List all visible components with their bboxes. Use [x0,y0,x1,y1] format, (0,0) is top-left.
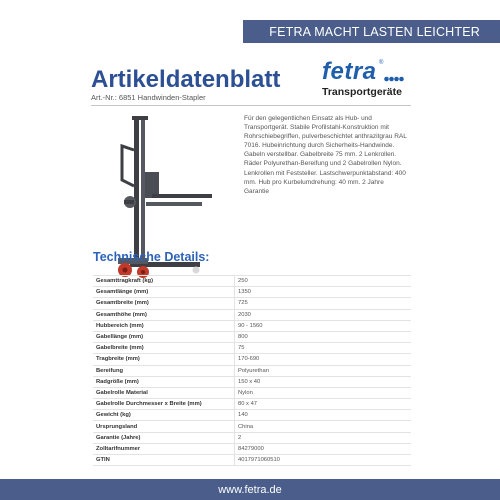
spec-value: 250 [235,276,412,287]
spec-value: 140 [235,410,412,421]
spec-row [93,309,411,320]
footer-website-link[interactable]: www.fetra.de [218,483,282,496]
spec-value: 2 [235,432,412,443]
article-number: Art.-Nr.: 6851 Handwinden-Stapler [91,93,206,102]
spec-row [93,287,411,298]
spec-value: 4017971060510 [235,455,412,466]
spec-label: Gabelrolle Material [93,387,235,398]
spec-label: Gabellänge (mm) [93,331,235,342]
logo-dots-icon [384,76,404,82]
logo-word: fetra [322,58,377,85]
spec-row [93,399,411,410]
spec-value: China [235,421,412,432]
spec-row [93,331,411,342]
spec-row [93,443,411,454]
spec-label: Gesamttragkraft (kg) [93,276,235,287]
spec-value: 84279000 [235,443,412,454]
spec-label: Garantie (Jahre) [93,432,235,443]
logo-tagline: Transportgeräte [322,86,402,98]
spec-row [93,421,411,432]
spec-value: 1350 [235,287,412,298]
product-description: Für den gelegentlichen Einsatz als Hub- und Transportgerät. Stabile Profilstahl-Konstruktion mit Rohrschiebegriffen, pulverbeschichtet anthrazitgrau RAL 7016. Hubeinrichtung durch Sicherheits-Handwinde. Gabeln verstellbar. Gabelbreite 75 mm. 2 Lenkrollen. Räder Polyurethan-Bereifung und 2 Gabelrollen Nylon. Lenkrollen mit Feststeller. Lastschwerpunktabstand: 400 mm. Hub pro Kurbelumdrehung: 40 mm. 2 Jahre Garantie [244,115,407,195]
spec-row [93,410,411,421]
spec-value: 90 - 1560 [235,320,412,331]
spec-row [93,365,411,376]
spec-label: Ursprungsland [93,421,235,432]
spec-row [93,343,411,354]
spec-value: 75 [235,343,412,354]
top-banner [243,20,500,43]
spec-value: 2030 [235,309,412,320]
technical-details-heading: Technische Details: [93,250,210,264]
spec-label: Gesamtlänge (mm) [93,287,235,298]
spec-label: Hubbereich (mm) [93,320,235,331]
spec-label: Zolltarifnummer [93,443,235,454]
spec-value: 80 x 47 [235,399,412,410]
spec-value: 150 x 40 [235,376,412,387]
spec-row [93,376,411,387]
spec-label: Radgröße (mm) [93,376,235,387]
spec-value: 725 [235,298,412,309]
spec-label: Tragbreite (mm) [93,354,235,365]
specs-table [93,275,411,466]
spec-value: 170-690 [235,354,412,365]
spec-label: GTIN [93,455,235,466]
spec-value: Polyurethan [235,365,412,376]
spec-label: Gabelbreite (mm) [93,343,235,354]
spec-row [93,276,411,287]
spec-label: Gesamthöhe (mm) [93,309,235,320]
spec-row [93,320,411,331]
spec-row [93,455,411,466]
spec-row [93,432,411,443]
page-title: Artikeldatenblatt [91,66,281,93]
spec-row [93,298,411,309]
footer-bar [0,479,500,500]
banner-text: FETRA MACHT LASTEN LEICHTER [269,24,480,39]
spec-value: Nylon [235,387,412,398]
spec-label: Gewicht (kg) [93,410,235,421]
spec-label: Gesamtbreite (mm) [93,298,235,309]
title-divider [91,105,411,106]
spec-value: 800 [235,331,412,342]
logo-registered-mark: ® [379,60,384,66]
spec-label: Bereifung [93,365,235,376]
spec-row [93,387,411,398]
spec-row [93,354,411,365]
spec-label: Gabelrolle Durchmesser x Breite (mm) [93,399,235,410]
